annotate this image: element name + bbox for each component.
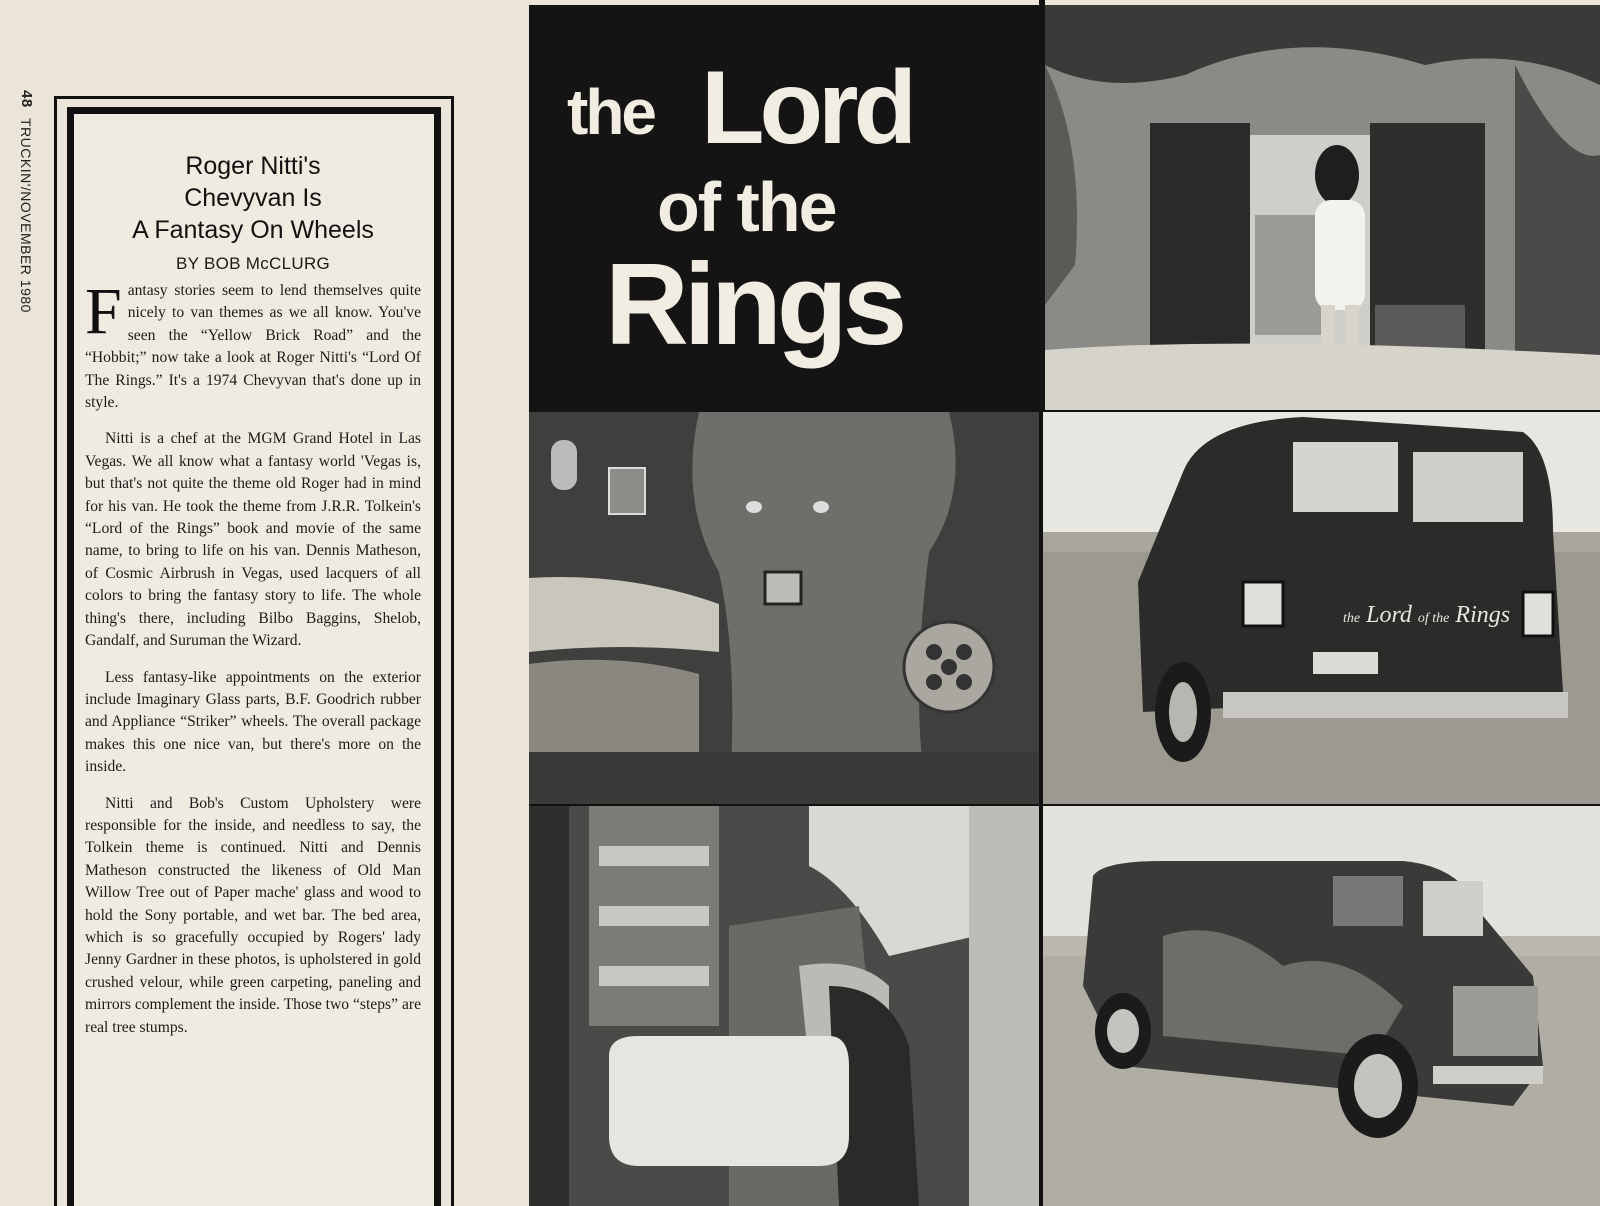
title-block [529,5,1045,412]
article-column [85,150,421,1053]
photo-tree-interior [529,412,1039,804]
article-headline [85,150,421,246]
van-lettering-lord: Lord [1366,602,1412,628]
van-lettering-the: the [1343,611,1361,626]
page-number: 48 [18,90,35,108]
title-rings: Rings [605,239,903,369]
photo-van-interior-bed [529,806,1039,1206]
paragraph-3: Less fantasy-like appointments on the exterior include Imaginary Glass parts, B.F. Goodrich rubber and Appliance “Striker” wheels. The overall package makes this one nice van, but there's more on the inside. [85,668,421,776]
photo-van-rear-doors [1045,5,1600,410]
photo-van-front-exterior [1043,806,1600,1206]
van-lettering [1343,602,1510,629]
paragraph-2: Nitti is a chef at the MGM Grand Hotel in Las Vegas. We all know what a fantasy world 'Vegas is, but that's not quite the theme old Roger had in mind for his van. He took the theme from J.R.R. Tolkein's “Lord of the Rings” book and movie of the same name, to bring to life on his van. Dennis Matheson, of Cosmic Airbrush in Vegas, used lacquers of all colors to bring the fantasy story to life. The whole thing's there, including Bilbo Baggins, Shelob, Gandalf, and Suruman the Wizard. [85,430,421,650]
paragraph-1-text: antasy stories seem to lend themselves quite nicely to van themes as we all know. You've seen the “Yellow Brick Road” and the “Hobbit;” now take a look at Roger Nitti's “Lord Of The Rings.” It's a 1974 Chevyvan that's done up in style. [85,282,421,412]
article-byline: BY BOB McCLURG [175,254,331,273]
headline-line-3: A Fantasy On Wheels [132,216,374,244]
article-body [85,275,421,1039]
title-lord: Lord [701,50,913,166]
photo-van-rear-exterior [1043,412,1600,804]
drop-cap: F [85,275,122,348]
headline-line-1: Roger Nitti's [185,152,321,180]
running-head [18,90,35,313]
van-lettering-of-the: of the [1417,611,1450,626]
paragraph-1 [85,275,421,414]
publication-line: TRUCKIN'/NOVEMBER 1980 [18,118,34,314]
headline-line-2: Chevyvan Is [184,184,322,212]
title-the: the [567,76,654,148]
van-lettering-rings: Rings [1455,602,1511,628]
title-of-the: of the [657,168,836,246]
paragraph-4: Nitti and Bob's Custom Upholstery were responsible for the inside, and needless to say, the Tolkein theme is continued. Nitti and Dennis Matheson constructed the likeness of Old Man Willow Tree out of Paper mache' glass and wood to hold the Sony portable, and wet bar. The bed area, which is so gracefully occupied by Rogers' lady Jenny Gardner in these photos, is upholstered in gold crushed velour, while green carpeting, paneling and mirrors complement the inside. Those two “steps” are real tree stumps. [85,794,421,1036]
